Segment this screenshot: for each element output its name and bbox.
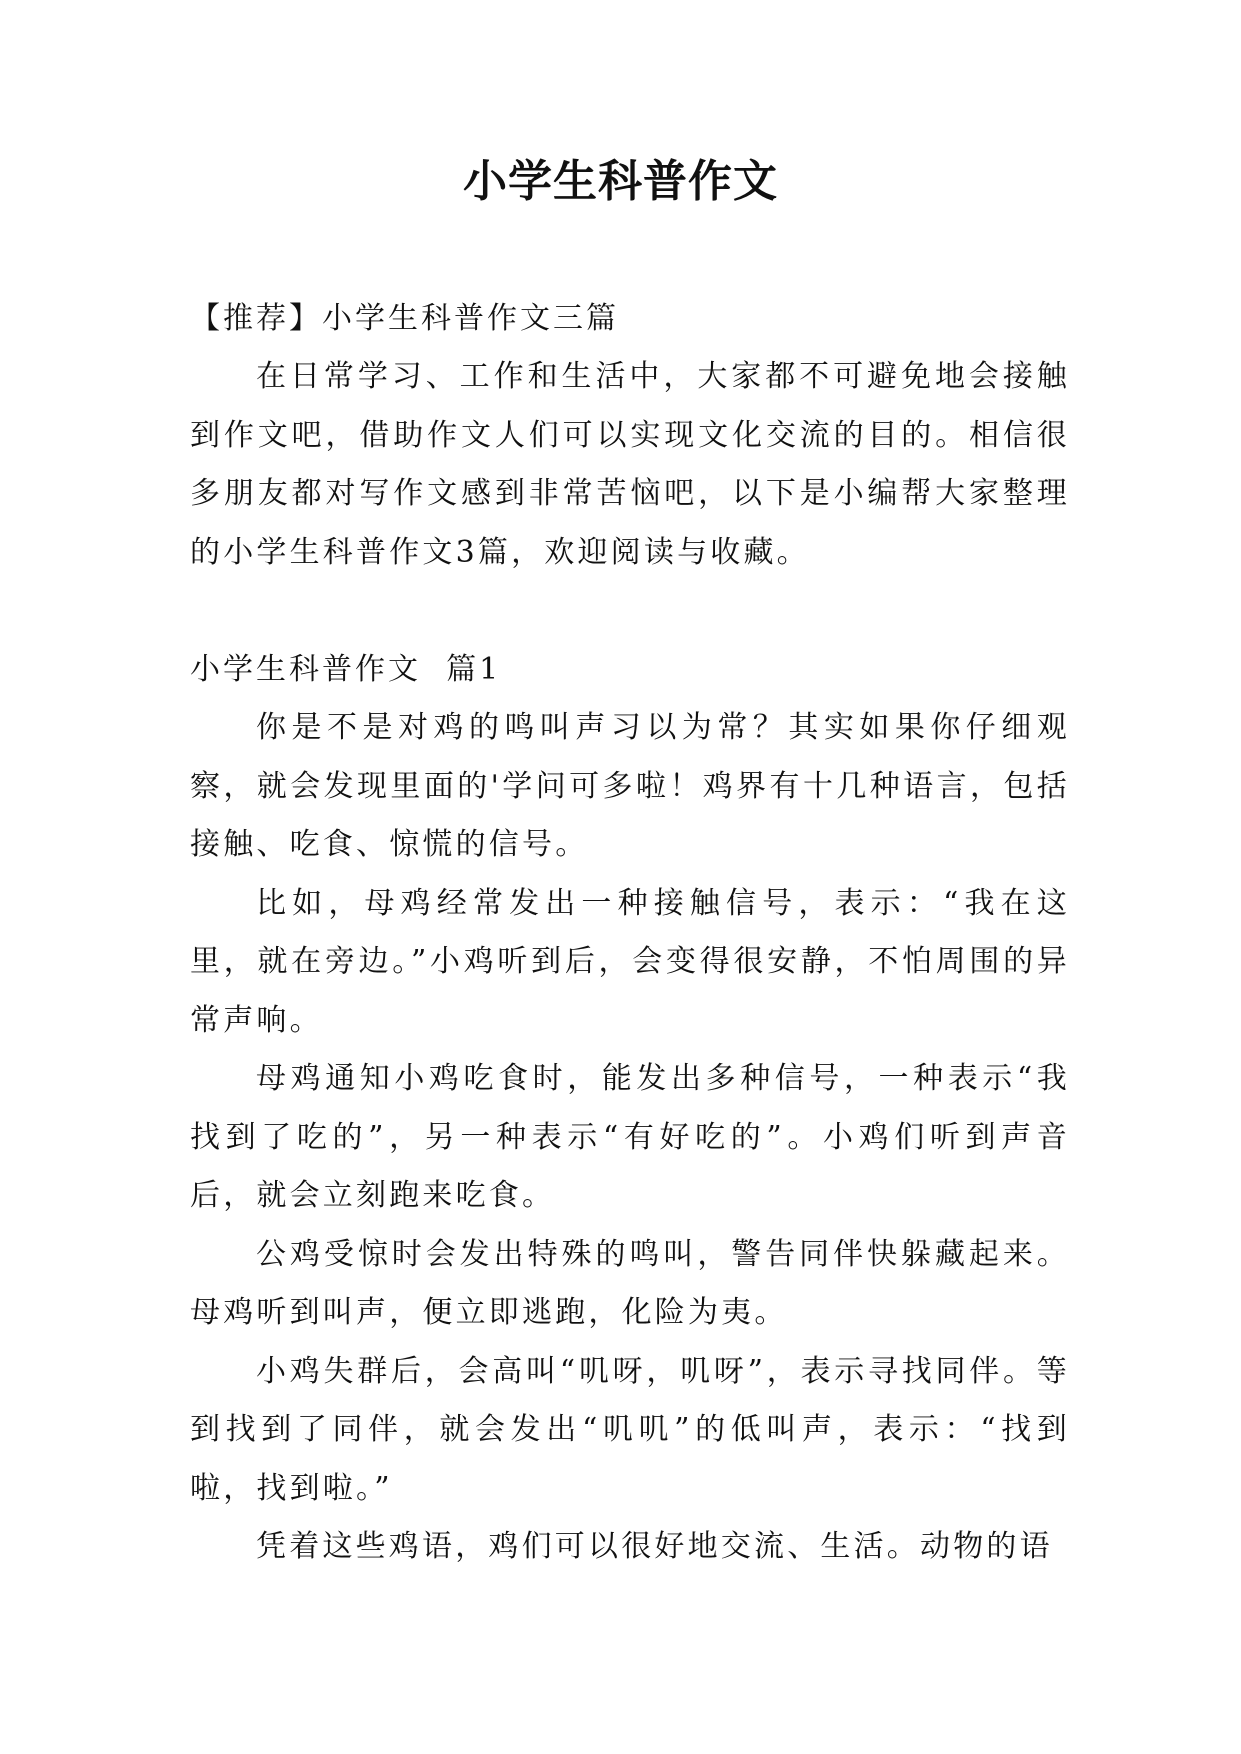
document-subtitle: 【推荐】小学生科普作文三篇 [190,301,619,336]
intro-paragraph: 在日常学习、工作和生活中，大家都不可避免地会接触到作文吧，借助作文人们可以实现文化交流的目的。相信很多朋友都对写作文感到非常苦恼吧，以下是小编帮大家整理的小学生科普作文3篇，欢迎阅读与收藏。 [190,359,1070,570]
body-paragraph: 公鸡受惊时会发出特殊的鸣叫，警告同伴快躲藏起来。母鸡听到叫声，便立即逃跑，化险为夷。 [190,1236,1070,1330]
body-paragraph: 小鸡失群后，会高叫“叽呀，叽呀”，表示寻找同伴。等到找到了同伴，就会发出“叽叽”的低叫声，表示：“找到啦，找到啦。” [190,1353,1070,1506]
document-title: 小学生科普作文 [463,156,778,207]
body-paragraph: 凭着这些鸡语，鸡们可以很好地交流、生活。动物的语 [256,1529,1053,1564]
body-paragraph: 你是不是对鸡的鸣叫声习以为常？其实如果你仔细观察，就会发现里面的'学问可多啦！鸡界有十几种语言，包括接触、吃食、惊慌的信号。 [190,710,1070,862]
document-body [190,289,1070,1577]
section-spacer [190,582,1070,640]
body-paragraph: 母鸡通知小鸡吃食时，能发出多种信号，一种表示“我找到了吃的”，另一种表示“有好吃的”。小鸡们听到声音后，就会立刻跑来吃食。 [190,1061,1070,1213]
section-heading: 小学生科普作文 篇1 [190,652,502,687]
body-paragraph: 比如，母鸡经常发出一种接触信号，表示：“我在这里，就在旁边。”小鸡听到后，会变得很安静，不怕周围的异常声响。 [190,885,1070,1038]
